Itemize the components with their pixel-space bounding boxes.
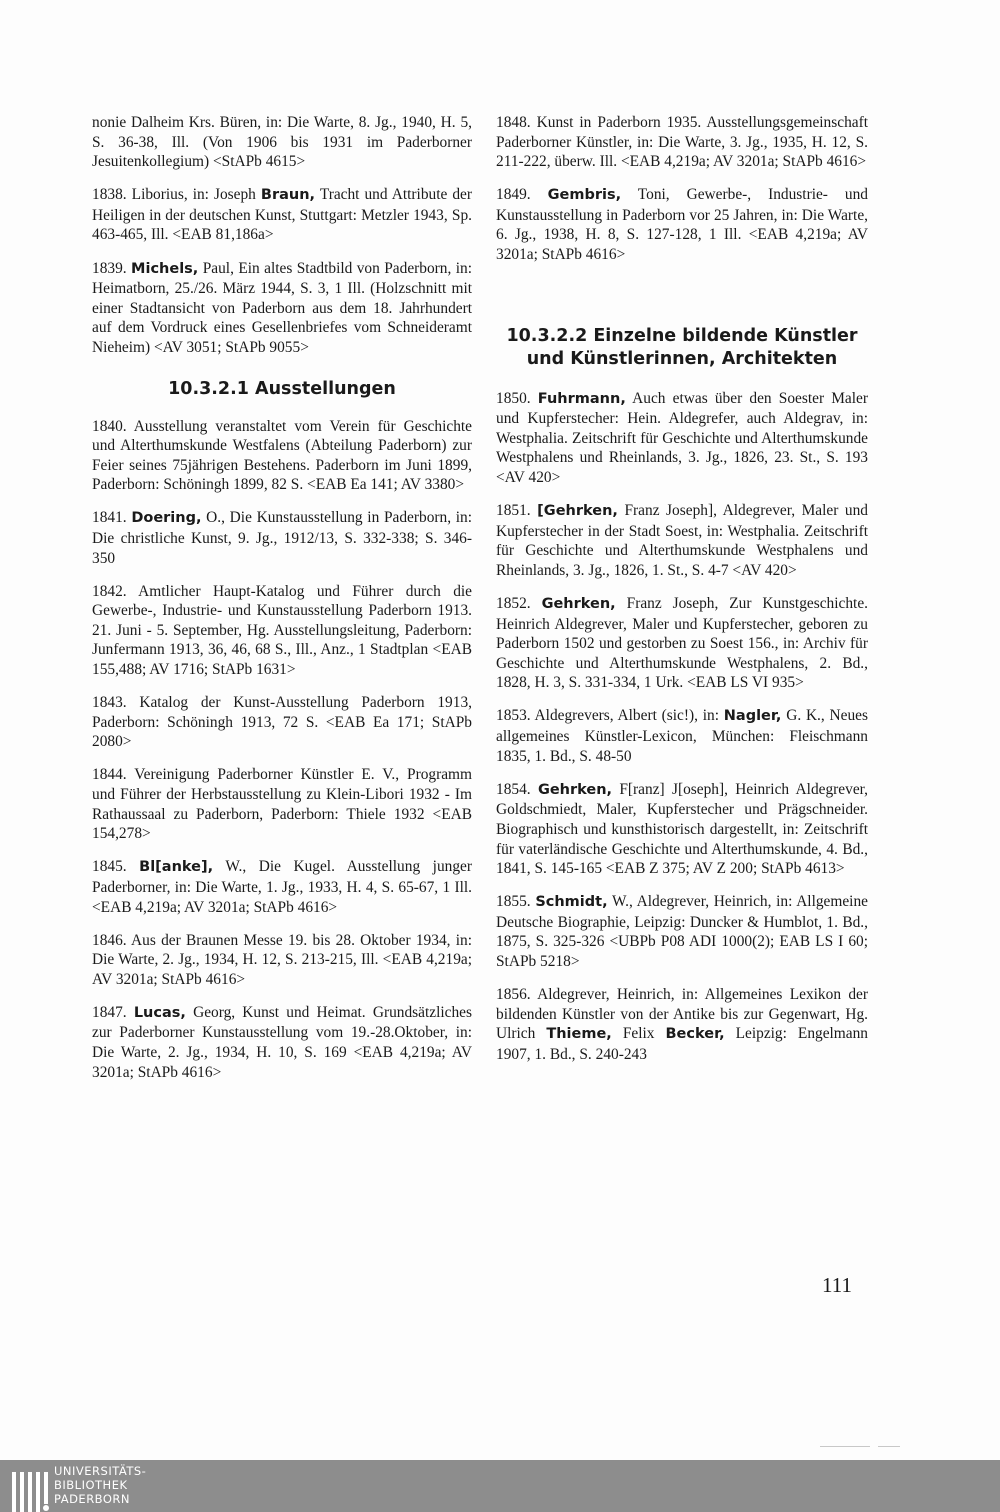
- bibliography-entry: [496, 501, 868, 580]
- entry-text: Auch etwas über den Soester Maler und Kupferstecher: Hein. Aldegrefer, auch Aldegrav, in: Westphalia. Zeitschrift für Geschichte und Alterthumskunde Westphalens und Rheinlands, 3. Jg., 1826, 23. St., S. 193 <AV 420>: [496, 389, 868, 487]
- bibliography-entry: [92, 693, 472, 752]
- left-column: [92, 113, 472, 1096]
- right-column: [496, 113, 868, 1078]
- bibliography-entry: [92, 857, 472, 917]
- author-name: Gehrken,: [537, 781, 613, 798]
- entry-text: 1849.: [496, 186, 548, 204]
- bibliography-entry: [92, 113, 472, 172]
- bibliography-entry: [496, 780, 868, 879]
- entry-text: 1847.: [92, 1003, 134, 1021]
- scan-artifact-line: [878, 1446, 900, 1447]
- library-logo-icon: [12, 1468, 52, 1512]
- entry-text: W., Die Kugel. Ausstellung junger Paderborner, in: Die Warte, 1. Jg., 1933, H. 4, S. 65-67, 1 Ill. <EAB 4,219a; AV 3201a; StAPb 4616>: [92, 858, 472, 916]
- library-name-line: BIBLIOTHEK: [54, 1478, 128, 1492]
- entry-text: Georg, Kunst und Heimat. Grundsätzliches zur Paderborner Kunstausstellung vom 19.-28.Oktober, in: Die Warte, 2. Jg., 1934, H. 10, S. 169 <EAB 4,219a; AV 3201a; StAPb 4616>: [92, 1003, 472, 1081]
- author-name: Fuhrmann,: [537, 390, 626, 407]
- bibliography-entry: [92, 582, 472, 680]
- scan-artifact-line: [820, 1446, 870, 1447]
- entry-text: 1852.: [496, 595, 542, 612]
- entry-text: 1848. Kunst in Paderborn 1935. Ausstellungsgemeinschaft Paderborner Künstler, in: Die Warte, 3. Jg., 1935, H. 12, S. 211-222, überw. Ill. <EAB 4,219a; AV 3201a; StAPb 4616>: [496, 114, 868, 171]
- entry-text: 1855.: [496, 893, 536, 911]
- entry-text: 1840. Ausstellung veranstaltet vom Verein für Geschichte und Alterthumskunde Westfalens (Abteilung Paderborn) zur Feier seines 75jährigen Bestehens. Paderborn im Juni 1899, Paderborn: Schöningh 1899, 82 S. <EAB Ea 141; AV 3380>: [92, 417, 472, 494]
- author-name: Thieme,: [546, 1026, 612, 1043]
- entry-text: 1843. Katalog der Kunst-Ausstellung Paderborn 1913, Paderborn: Schöningh 1913, 72 S. <EAB Ea 171; StAPb 2080>: [92, 694, 472, 751]
- bibliography-entry: [496, 985, 868, 1064]
- library-name-line: PADERBORN: [54, 1492, 131, 1506]
- section-heading: 10.3.2.1 Ausstellungen: [168, 378, 396, 399]
- entry-text: 1841.: [92, 509, 132, 527]
- entry-text: W., Aldegrever, Heinrich, in: Allgemeine Deutsche Biographie, Leipzig: Duncker & Humblot, 1. Bd., 1875, S. 325-326 <UBPb P08 ADI 1000(2); EAB LS I 60; StAPb 5218>: [496, 893, 868, 970]
- page-number: 111: [822, 1273, 852, 1297]
- entry-text: nonie Dalheim Krs. Büren, in: Die Warte, 8. Jg., 1940, H. 5, S. 36-38, Ill. (Von 1906 bis 1931 im Paderborner Jesuitenkollegium) <StAPb 4615>: [92, 114, 472, 171]
- bibliography-entry: [92, 417, 472, 495]
- author-name: Becker,: [665, 1026, 725, 1043]
- bibliography-entry: [496, 113, 868, 172]
- entry-text: Franz Joseph], Aldegrever, Maler und Kupferstecher in der Stadt Soest, in: Westphalia. Zeitschrift für Geschichte und Alterthumskunde Westphalens und Rheinlands, 3. Jg., 1826, 1. St., S. 4-7 <AV 420>: [496, 502, 868, 579]
- entry-text: 1842. Amtlicher Haupt-Katalog und Führer durch die Gewerbe-, Industrie- und Kunstausstellung Paderborn 1913. 21. Juni - 5. September, Hg. Ausstellungsleitung, Paderborn: Junfermann 1913, 36, 46, 68 S., Ill., Anz., 1 Stadtplan <EAB 155,488; AV 1716; StAPb 1631>: [92, 582, 472, 679]
- bibliography-entry: [496, 594, 868, 693]
- entry-text: 1845.: [92, 858, 140, 876]
- entry-text: Franz Joseph, Zur Kunstgeschichte. Heinrich Aldegrever, Maler und Kupferstecher, geboren zu Paderborn 1502 und gestorben zu Soest 156., in: Archiv für Geschichte und Alterthumskunde Westphalens, 2. Bd., 1828, H. 3, S. 331-334, 1 Urk. <EAB LS VI 935>: [496, 595, 868, 692]
- entry-text: 1853. Aldegrevers, Albert (sic!), in:: [496, 707, 724, 725]
- author-name: Bl[anke],: [139, 859, 214, 876]
- author-name: Nagler,: [723, 708, 782, 725]
- entry-text: Felix: [611, 1025, 666, 1043]
- bibliography-entry: [92, 508, 472, 568]
- entry-text: Leipzig: Engelmann 1907, 1. Bd., S. 240-243: [496, 1025, 869, 1063]
- bibliography-entry: [496, 706, 868, 766]
- entry-text: 1854.: [496, 780, 538, 798]
- entry-text: 1839.: [92, 259, 132, 277]
- entry-text: 1838. Liborius, in: Joseph: [92, 186, 261, 204]
- author-name: Lucas,: [133, 1004, 186, 1021]
- section-heading: 10.3.2.2 Einzelne bildende Künstler und Künstlerinnen, Architekten: [506, 325, 858, 369]
- entry-text: 1844. Vereinigung Paderborner Künstler E. V., Programm und Führer der Herbstausstellung zu Klein-Libori 1932 - Im Rathaussaal zu Paderborn, Paderborn: Thiele 1932 <EAB 154,278>: [92, 766, 472, 843]
- entry-text: Tracht und Attribute der Heiligen in der deutschen Kunst, Stuttgart: Metzler 1943, Sp. 463-465, Ill. <EAB 81,186a>: [92, 186, 473, 244]
- author-name: Michels,: [131, 260, 199, 277]
- bibliography-entry: [496, 185, 868, 264]
- author-name: Gembris,: [547, 187, 622, 204]
- author-name: [Gehrken,: [537, 503, 618, 520]
- entry-text: Toni, Gewerbe-, Industrie- und Kunstausstellung in Paderborn vor 25 Jahren, in: Die Warte, 6. Jg., 1938, H. 8, S. 127-128, 1 Ill. <EAB 4,219a; AV 3201a; StAPb 4616>: [496, 186, 868, 264]
- bibliography-entry: [92, 1003, 472, 1082]
- library-name-line: UNIVERSITÄTS-: [54, 1464, 147, 1478]
- entry-text: 1851.: [496, 502, 538, 520]
- author-name: Schmidt,: [535, 894, 608, 911]
- author-name: Doering,: [131, 510, 202, 527]
- entry-text: 1846. Aus der Braunen Messe 19. bis 28. Oktober 1934, in: Die Warte, 2. Jg., 1934, H. 12, S. 213-215, Ill. <EAB 4,219a; AV 3201a; StAPb 4616>: [92, 931, 472, 988]
- entry-text: G. K., Neues allgemeines Künstler-Lexicon, München: Fleischmann 1835, 1. Bd., S. 48-50: [496, 707, 868, 765]
- entry-text: O., Die Kunstausstellung in Paderborn, in: Die christliche Kunst, 9. Jg., 1912/13, S. 332-338; S. 346-350: [92, 509, 472, 567]
- bibliography-entry: [92, 765, 472, 843]
- bibliography-entry: [496, 892, 868, 971]
- library-footer-bar: [0, 1460, 1000, 1512]
- author-name: Braun,: [260, 187, 316, 204]
- bibliography-entry: [92, 259, 472, 358]
- entry-text: 1856. Aldegrever, Heinrich, in: Allgemeines Lexikon der bildenden Künstler von der Antike bis zur Gegenwart, Hg. Ulrich: [496, 986, 868, 1043]
- bibliography-entry: [92, 931, 472, 990]
- bibliography-entry: [496, 389, 868, 488]
- entry-text: 1850.: [496, 389, 538, 407]
- bibliography-entry: [92, 185, 472, 245]
- entry-text: Paul, Ein altes Stadtbild von Paderborn, in: Heimatborn, 25./26. März 1944, S. 3, 1 Ill. (Holzschnitt mit einer Stadtansicht von Paderborn aus dem 18. Jahrhundert auf dem Vordruck eines Gesellenbriefes vom Schneideramt Nieheim) <AV 3051; StAPb 9055>: [92, 259, 472, 356]
- author-name: Gehrken,: [541, 596, 616, 612]
- library-name: [54, 1464, 146, 1506]
- entry-text: F[ranz] J[oseph], Heinrich Aldegrever, Goldschmiedt, Maler, Kupferstecher und Prägschneider. Biographisch und kunsthistorisch dargestellt, in: Zeitschrift für vaterländische Geschichte und Alterthumskunde, 4. Bd., 1841, S. 145-165 <EAB Z 375; AV Z 200; StAPb 4613>: [496, 780, 869, 878]
